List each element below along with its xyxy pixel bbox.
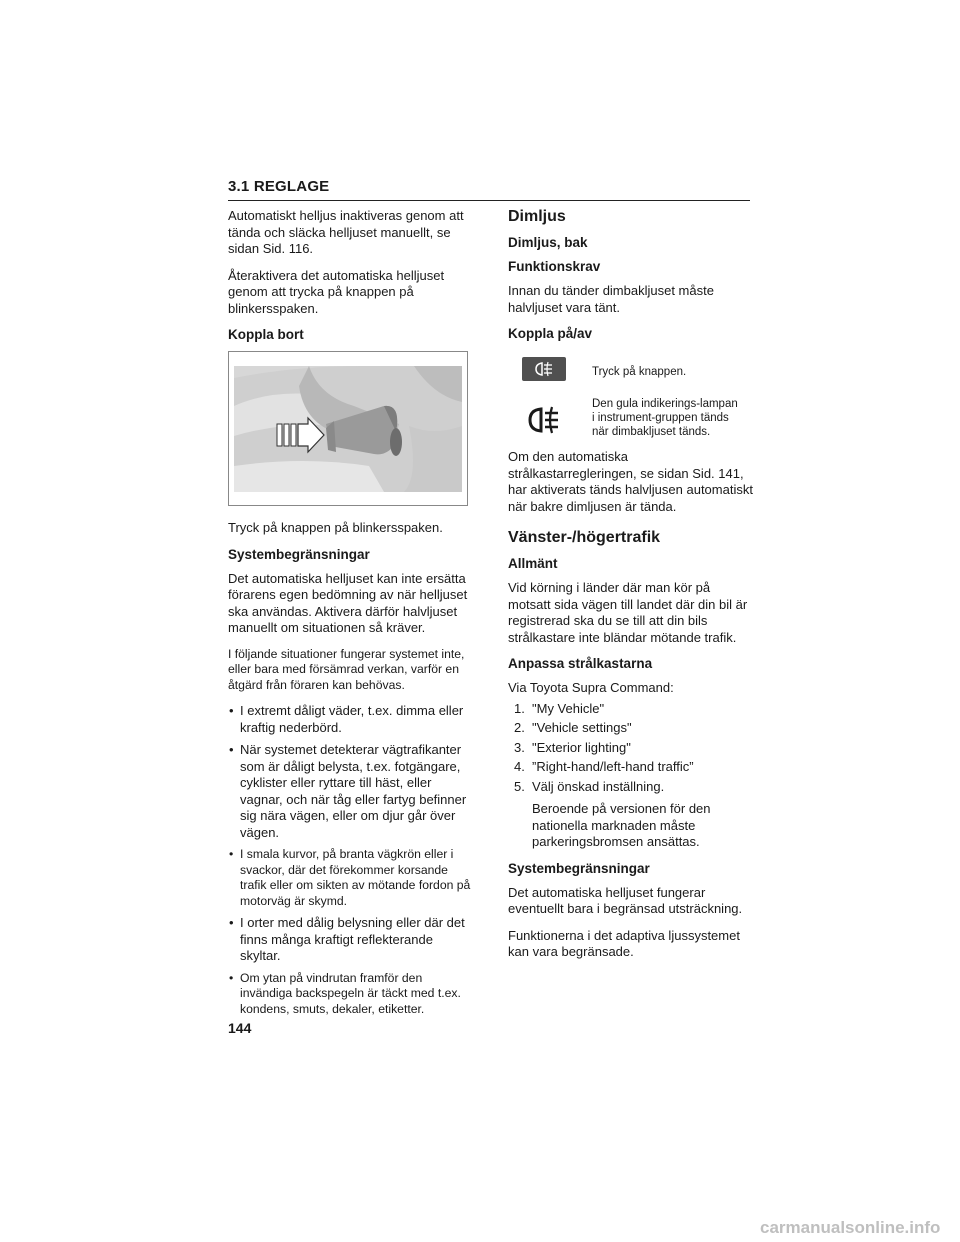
- koppla-bort-heading: Koppla bort: [228, 327, 304, 342]
- situations-list: [228, 703, 473, 1017]
- stalk-illustration: [228, 351, 468, 506]
- list-item: 1. "My Vehicle": [514, 700, 605, 716]
- list-item: • I smala kurvor, på branta vägkrön eller i svackor, där det förekommer korsande trafik eller om sikten av mötande fordon på motorväg är skymd.: [228, 847, 473, 909]
- intro-paragraph-2: Återaktivera det automatiska helljuset genom att trycka på knappen på blinkersspaken.: [228, 267, 445, 316]
- systembegransningar-heading-left: Systembegränsningar: [228, 546, 370, 562]
- funktionskrav-heading: Funktionskrav: [508, 259, 601, 274]
- intro-paragraph-1: Automatiskt helljus inaktiveras genom att tända och släcka helljuset manuellt, se sidan Sid. 116.: [228, 208, 464, 256]
- button-row-text: Tryck på knappen.: [592, 366, 687, 378]
- list-item: • Om ytan på vindrutan framför den invändiga backspegeln är täckt med t.ex. kondens, smuts, dekaler, etiketter.: [228, 971, 473, 1018]
- watermark: carmanualsonline.info: [760, 1218, 941, 1237]
- section-header: [228, 178, 750, 201]
- funktionskrav-text: Innan du tänder dimbakljuset måste halvljuset vara tänt.: [508, 283, 714, 315]
- list-item: 5. Välj önskad inställning.: [514, 778, 665, 794]
- figure-caption: Tryck på knappen på blinkersspaken.: [228, 520, 443, 535]
- list-item: 3. "Exterior lighting": [514, 739, 631, 755]
- dimljus-bak-heading: Dimljus, bak: [508, 235, 588, 250]
- rear-fog-indicator-icon: [526, 405, 562, 435]
- via-text: Via Toyota Supra Command:: [508, 680, 674, 695]
- right-column: [508, 208, 753, 971]
- trafik-heading: Vänster-/högertrafik: [508, 529, 661, 546]
- list-item: • I extremt dåligt väder, t.ex. dimma eller kraftig nederbörd.: [228, 703, 473, 736]
- indicator-row: [508, 397, 753, 439]
- turn-signal-stalk-image: [234, 366, 462, 492]
- rear-fog-button-icon[interactable]: [522, 357, 566, 381]
- allmant-text: Vid körning i länder där man kör på motsatt sida vägen till landet där din bil är registrerad ska du se till att din bils strålkastare inte bländar mötande trafik.: [508, 580, 748, 645]
- allmant-heading: Allmänt: [508, 556, 558, 571]
- dimljus-heading: Dimljus: [508, 208, 566, 225]
- section-title: 3.1 REGLAGE: [228, 178, 330, 195]
- anpassa-heading: Anpassa strålkastarna: [508, 656, 653, 671]
- list-item: • I orter med dålig belysning eller där det finns många kraftigt reflekterande skyltar.: [228, 915, 473, 965]
- list-item: 4. ”Right-hand/left-hand traffic”: [514, 759, 694, 774]
- page-number: 144: [228, 1020, 252, 1036]
- koppla-pa-av-heading: Koppla på/av: [508, 326, 593, 341]
- indicator-row-text: Den gula indikerings-lampan i instrument-gruppen tänds när dimbakljuset tänds.: [592, 398, 738, 438]
- systembegransningar-text-right-2: Funktionerna i det adaptiva ljussystemet kan vara begränsade.: [508, 927, 740, 959]
- steps-list: [508, 701, 753, 796]
- auto-headlight-text: Om den automatiska strålkastarregleringen, se sidan Sid. 141, har aktiverats tänds halvljusen automatiskt när bakre dimljusen är tända.: [508, 449, 753, 514]
- button-row: [508, 355, 753, 381]
- left-column: [228, 208, 473, 1025]
- systembegransningar-text-left: Det automatiska helljuset kan inte ersätta förarens egen bedömning av när helljuset ska användas. Aktivera därför halvljuset manuellt om situationen så kräver.: [228, 570, 468, 635]
- list-item: 2. "Vehicle settings": [514, 720, 632, 735]
- step-note: Beroende på versionen för den nationella marknaden måste parkeringsbromsen ansättas.: [532, 801, 711, 849]
- list-item: • När systemet detekterar vägtrafikanter som är dåligt belysta, t.ex. fotgängare, cyklister eller ryttare till häst, eller vagnar, och när tåg eller fartyg befinner sig nära vägen, eller om djur går över vägen.: [228, 742, 473, 841]
- systembegransningar-text-right-1: Det automatiska helljuset fungerar eventuellt bara i begränsad utsträckning.: [508, 884, 743, 916]
- situations-text: I följande situationer fungerar systemet inte, eller bara med försämrad verkan, varför en åtgärd från föraren kan behövas.: [228, 646, 465, 692]
- systembegransningar-heading-right: Systembegränsningar: [508, 860, 650, 876]
